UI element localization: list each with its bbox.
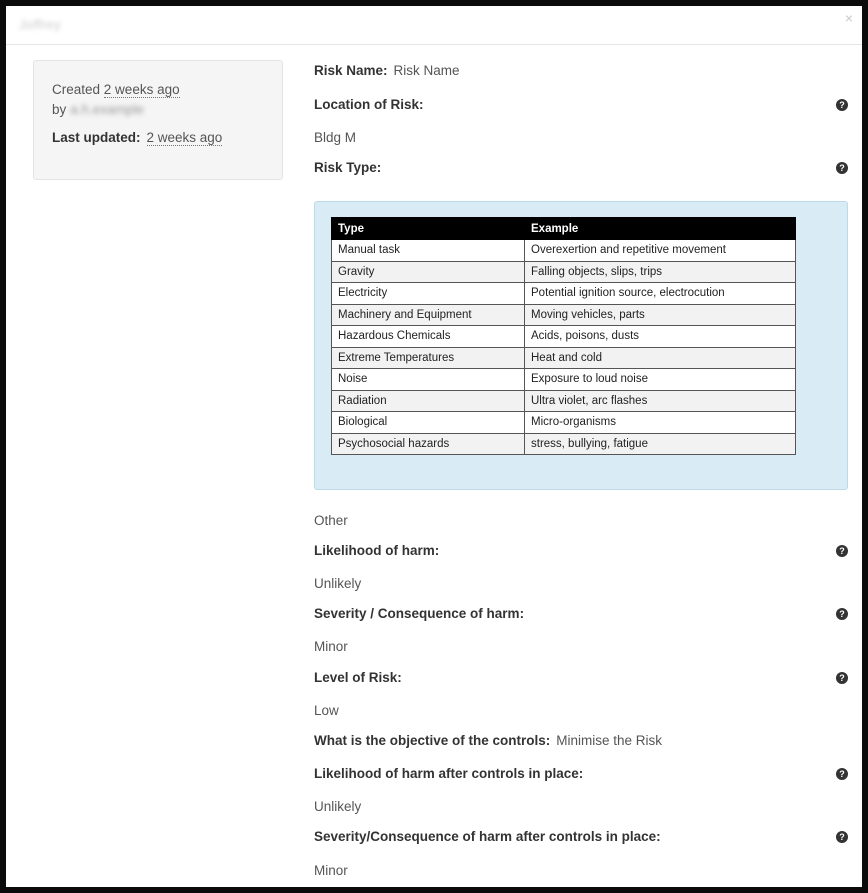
- severity-label: Severity / Consequence of harm:: [314, 606, 525, 621]
- risk-type-value: Other: [314, 513, 348, 528]
- table-header-type: Type: [332, 218, 525, 240]
- table-cell-example: Overexertion and repetitive movement: [525, 240, 796, 262]
- risk-name-value: Risk Name: [393, 63, 460, 78]
- table-header-row: [332, 218, 796, 240]
- risk-type-info-panel: [314, 201, 848, 490]
- table-cell-type: Biological: [332, 412, 525, 434]
- level-row: [314, 670, 848, 685]
- objective-row: [314, 733, 848, 748]
- risk-name-label: Risk Name:: [314, 63, 388, 78]
- question-circle-icon[interactable]: ?: [836, 99, 848, 111]
- question-circle-icon[interactable]: ?: [836, 672, 848, 684]
- likelihood-after-row: [314, 766, 848, 781]
- created-by-line: [52, 100, 264, 120]
- created-ago: 2 weeks ago: [103, 82, 180, 97]
- risk-type-row: [314, 160, 848, 175]
- severity-value: Minor: [314, 639, 348, 654]
- table-row: [332, 347, 796, 369]
- updated-label: Last updated:: [52, 130, 141, 145]
- updated-ago: 2 weeks ago: [146, 130, 223, 145]
- severity-after-label: Severity/Consequence of harm after controls in place:: [314, 829, 661, 844]
- table-row: [332, 390, 796, 412]
- table-cell-type: Psychosocial hazards: [332, 433, 525, 455]
- table-cell-type: Machinery and Equipment: [332, 304, 525, 326]
- modal-header: [6, 6, 862, 45]
- table-row: [332, 240, 796, 262]
- table-cell-type: Gravity: [332, 261, 525, 283]
- table-row: [332, 326, 796, 348]
- question-circle-icon[interactable]: ?: [836, 608, 848, 620]
- table-cell-type: Electricity: [332, 283, 525, 305]
- table-row: [332, 304, 796, 326]
- table-row: [332, 283, 796, 305]
- modal-title: Joffrey: [19, 17, 62, 32]
- table-cell-example: Acids, poisons, dusts: [525, 326, 796, 348]
- question-circle-icon[interactable]: ?: [836, 545, 848, 557]
- by-prefix: by: [52, 102, 67, 117]
- table-cell-example: Micro-organisms: [525, 412, 796, 434]
- question-circle-icon[interactable]: ?: [836, 831, 848, 843]
- close-icon[interactable]: ×: [844, 10, 853, 26]
- table-cell-example: Falling objects, slips, trips: [525, 261, 796, 283]
- severity-row: [314, 606, 848, 621]
- table-cell-type: Manual task: [332, 240, 525, 262]
- table-header-example: Example: [525, 218, 796, 240]
- location-row: [314, 97, 848, 112]
- table-cell-example: Moving vehicles, parts: [525, 304, 796, 326]
- created-prefix: Created: [52, 82, 101, 97]
- table-cell-type: Extreme Temperatures: [332, 347, 525, 369]
- table-row: [332, 369, 796, 391]
- table-row: [332, 412, 796, 434]
- likelihood-value: Unlikely: [314, 576, 362, 591]
- likelihood-after-label: Likelihood of harm after controls in place:: [314, 766, 584, 781]
- risk-type-table: [331, 217, 796, 455]
- likelihood-row: [314, 543, 848, 558]
- location-value: Bldg M: [314, 130, 357, 145]
- table-cell-example: Exposure to loud noise: [525, 369, 796, 391]
- meta-info-box: [33, 60, 283, 180]
- severity-after-value: Minor: [314, 863, 348, 878]
- level-value: Low: [314, 703, 339, 718]
- objective-label: What is the objective of the controls:: [314, 733, 551, 748]
- table-row: [332, 261, 796, 283]
- created-line: [52, 80, 264, 100]
- table-cell-type: Radiation: [332, 390, 525, 412]
- severity-after-row: [314, 829, 848, 844]
- risk-name-row: [314, 63, 848, 78]
- table-row: [332, 433, 796, 455]
- question-circle-icon[interactable]: ?: [836, 162, 848, 174]
- table-cell-type: Hazardous Chemicals: [332, 326, 525, 348]
- level-label: Level of Risk:: [314, 670, 402, 685]
- likelihood-after-value: Unlikely: [314, 799, 362, 814]
- question-circle-icon[interactable]: ?: [836, 768, 848, 780]
- risk-detail-modal: [6, 6, 862, 887]
- created-by-name: a.h.example: [70, 102, 144, 117]
- table-cell-example: Ultra violet, arc flashes: [525, 390, 796, 412]
- likelihood-label: Likelihood of harm:: [314, 543, 440, 558]
- updated-line: [52, 128, 264, 148]
- table-cell-example: stress, bullying, fatigue: [525, 433, 796, 455]
- table-cell-example: Heat and cold: [525, 347, 796, 369]
- risk-type-label: Risk Type:: [314, 160, 382, 175]
- table-cell-example: Potential ignition source, electrocution: [525, 283, 796, 305]
- location-label: Location of Risk:: [314, 97, 424, 112]
- table-cell-type: Noise: [332, 369, 525, 391]
- objective-value: Minimise the Risk: [556, 733, 663, 748]
